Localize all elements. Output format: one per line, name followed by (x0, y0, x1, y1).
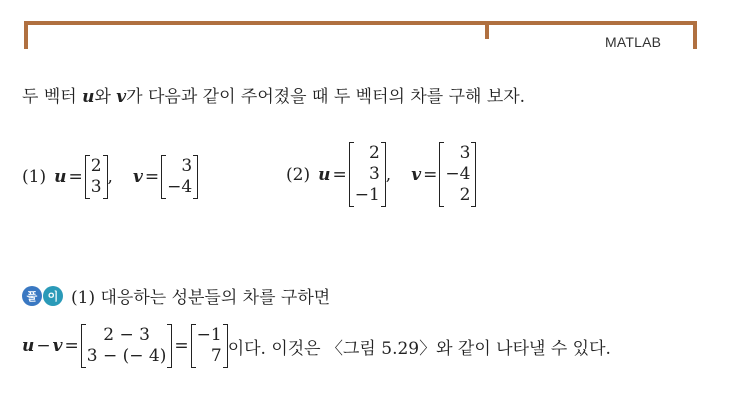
part-1-v-symbol: v (132, 167, 143, 187)
part-2-label: (2) (286, 164, 311, 185)
equals-sign: = (68, 167, 83, 187)
part-2-v-symbol: v (411, 164, 422, 185)
part-2-u-symbol: u (318, 164, 331, 185)
vector-entry: 7 (210, 346, 222, 366)
frame-right-border (693, 21, 697, 49)
vector-entry: 2 − 3 (103, 325, 150, 345)
vector-entry: 2 (368, 143, 380, 163)
solution-equation (22, 324, 611, 368)
lhs-u-symbol: u (22, 336, 35, 356)
vector-entry: 2 (90, 156, 102, 176)
minus-sign: − (36, 336, 51, 356)
solution-badge-i: 이 (43, 286, 63, 306)
frame-divider-tick (485, 21, 489, 39)
part-1-equation (22, 155, 198, 199)
part-1-u-vector (85, 155, 108, 199)
vector-entry: 3 (459, 143, 471, 163)
intro-post: 가 다음과 같이 주어졌을 때 두 벡터의 차를 구해 보자. (126, 87, 526, 107)
part-1-u-symbol: u (54, 167, 67, 187)
vector-entry: 3 (90, 177, 102, 197)
result-vector (191, 324, 228, 368)
comma: , (107, 167, 113, 187)
solution-badge-pul: 풀 (22, 286, 42, 306)
part-2-v-vector (439, 142, 476, 207)
equals-sign: = (423, 164, 438, 185)
problem-statement (22, 82, 525, 107)
section-label: MATLAB (605, 34, 662, 50)
vector-entry: −1 (354, 185, 380, 205)
part-2-u-vector (349, 142, 386, 207)
lhs-v-symbol: v (52, 336, 63, 356)
intro-pre: 두 벡터 (22, 87, 83, 107)
equals-sign: = (332, 164, 347, 185)
vector-entry: −4 (167, 177, 193, 197)
vector-entry: 3 (368, 164, 380, 184)
vector-entry: 2 (459, 185, 471, 205)
vector-entry: −4 (445, 164, 471, 184)
equals-sign: = (144, 167, 160, 187)
solution-step (22, 283, 330, 308)
intro-and: 와 (94, 87, 117, 107)
frame-top-border (24, 21, 697, 25)
var-u: u (82, 87, 95, 107)
var-v: v (116, 87, 127, 107)
part-1-label: (1) (22, 167, 47, 187)
difference-vector (81, 324, 173, 368)
comma: , (385, 164, 392, 185)
solution-step-text: (1) 대응하는 성분들의 차를 구하면 (71, 288, 331, 308)
equals-sign: = (174, 336, 189, 356)
solution-tail-text: 이다. 이것은 〈그림 5.29〉와 같이 나타낼 수 있다. (227, 338, 611, 359)
vector-entry: 3 − (− 4) (86, 346, 167, 366)
part-2-equation (286, 142, 476, 207)
vector-entry: −1 (196, 325, 222, 345)
frame-left-border (24, 21, 28, 49)
equals-sign: = (64, 336, 79, 356)
part-1-v-vector (161, 155, 198, 199)
vector-entry: 3 (181, 156, 193, 176)
